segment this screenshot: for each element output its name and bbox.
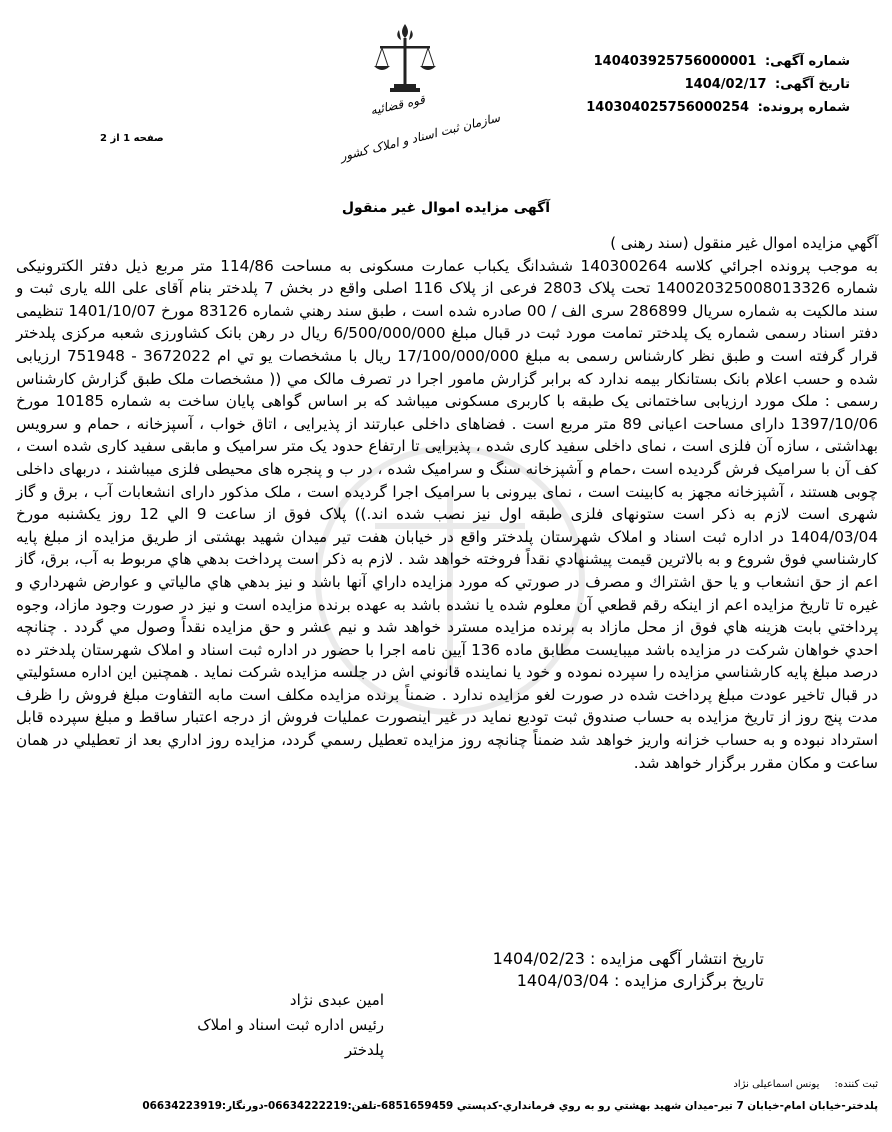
auction-date-row [493,970,764,992]
case-number-value: 140304025756000254 [586,100,750,115]
ad-number-row [490,50,850,73]
auction-date-label: تاریخ برگزاری مزایده : [614,971,764,990]
signer-city: پلدختر [344,1041,384,1059]
footer-address: پلدختر-خيابان امام-خيابان 7 تير-ميدان شهيد بهشتي رو به روي فرمانداري-كدپستي 6851659459-تلفن:06634222219-دورنگار:06634223919 [142,1100,878,1112]
writer-name: یونس اسماعیلی نژاد [733,1079,820,1090]
ad-date-value: 1404/02/17 [684,77,767,92]
notice-paragraph: به موجب پرونده اجرائي كلاسه 140300264 ششدانگ یکباب عمارت مسکونی به مساحت 114/86 متر مربع ذیل دفتر الکترونیکی شماره 140020325008013326 تحت پلاک 2803 فرعی از پلاک 116 اصلی واقع در بخش 7 پلدختر بنام آقای علی الله یاری ثبت و سند مالکیت به شماره سریال 286899 سری الف / 00 صادره شده است ، طبق سند رهني شماره 83126 مورخ 1401/10/07 تنظیمی دفتر اسناد رسمی شماره یک پلدختر تمامت مورد ثبت در قبال مبلغ 6/500/000/000 ریال در رهن بانک کشاورزی شعبه مرکزی پلدختر قرار گرفته است و طبق نظر کارشناس رسمی به مبلغ 17/100/000/000 ریال با مشخصات يو تي ام 3672022 - 751948 ارزیابی شده و حسب اعلام بانک بستانکار بیمه ندارد که برابر گزارش مامور اجرا در تصرف مالک مي (( مشخصات ملک طبق گزارش کارشناس رسمی : ملک مورد ارزیابی ساختمانی یک طبقه با کاربری مسکونی میباشد که بر اساس گواهی پایان ساخت به شماره 10185 مورخ 1397/10/06 دارای مساحت اعیانی 89 متر مربع است . فضاهای داخلی عبارتند از پذیرایی ، اتاق خواب ، آسپزخانه ، حمام و سرویس بهداشتی ، سازه آن فلزی است ، نمای داخلی سفید کاری شده ، پذیرایی تا ارتفاع حدود یک متر سرامیک و مابقی سفید کاری شده است ، کف آن با سرامیک فرش گردیده است ،حمام و آشپزخانه سنگ و سرامیک شده ، در ب و پنجره های محیطی فلزی میباشند ، دربهای داخلی چوبی هستند ، آشپزخانه مجهز به کابینت است ، نمای بیرونی با سرامیک اجرا گردیده است ، ملک مذکور دارای انشعابات آب ، برق و گاز شهری است لازم به ذکر است ستونهای فلزی طبقه اول نیز نصب شده اند.)) پلاک فوق از ساعت 9 الي 12 روز يكشنبه مورخ 1404/03/04 در اداره ثبت اسناد و املاک شهرستان پلدختر واقع در خیابان هفت تیر میدان شهید بهشتی از طريق مزايده از مبلغ پايه كارشناسي فوق شروع و به بالاترين قيمت پيشنهادي نقداً فروخته خواهد شد . لازم به ذكر است پرداخت بدهي هاي مربوط به آب، برق، گاز اعم از حق انشعاب و يا حق اشتراك و مصرف در صورتي كه مورد مزايده داراي آنها باشد و نيز بدهي هاي مالياتي و عوارض شهرداري و غيره تا تاريخ مزايده اعم از اينكه رقم قطعي آن معلوم شده يا نشده باشد به عهده برنده مزايده است و نيز در صورت وجود مازاد، وجوه پرداختي بابت هزينه هاي فوق از محل مازاد به برنده مزايده مسترد خواهد شد و نيم عشر و حق مزايده نقداً وصول مي گردد . چنانچه احدي خواهان شركت در مزايده باشد میبایست مطابق ماده 136 آيين نامه اجرا با حضور در اداره ثبت اسناد و املاک شهرستان پلدختر ده درصد مبلغ پايه كارشناسي مزايده را سپرده نموده و خود يا نماينده قانوني اش در جلسه مزايده شركت نمايد . همچنين اين اداره مسئوليتي در قبال تاخير عودت مبلغ پرداخت شده در صورت لغو مزايده ندارد . ضمناً برنده مزايده مكلف است مابه التفاوت مبلغ فروش را ظرف مدت پنج روز از تاريخ مزايده به حساب صندوق ثبت توديع نمايد در غير اينصورت عمليات فروش از درجه اعتبار ساقط و مبلغ سپرده قابل استرداد نبوده و به حساب خزانه واريز خواهد شد ضمناً چنانچه روز مزايده تعطيل رسمي گردد، مزايده روز اداري بعد از تعطيلي در همان ساعت و مكان مقرر برگزار خواهد شد. [16,256,879,772]
notice-subtitle: آگهي مزايده اموال غير منقول (سند رهنی ) [610,234,878,252]
page-number: صفحه 1 از 2 [100,133,164,144]
publish-date-row [493,948,764,970]
ad-number-value: 140403925756000001 [593,54,757,69]
signer-name: امین عبدی نژاد [289,991,384,1009]
document-title: آگهی مزایده اموال غیر منقول [341,200,551,216]
org-name-registration: سازمان ثبت اسناد و املاک کشور [338,110,502,164]
ad-date-row [490,73,850,96]
judiciary-logo [330,20,502,170]
signature-block [197,988,384,1063]
case-number-row [490,96,850,119]
footer-writer [733,1079,878,1090]
org-name-judiciary: قوه قضائیه [369,92,427,118]
signer-role: رئیس اداره ثبت اسناد و املاک [197,1016,384,1034]
writer-label: ثبت کننده: [834,1079,878,1090]
case-number-label: شماره پرونده: [757,100,850,115]
ad-number-label: شماره آگهی: [764,54,850,69]
publish-date-value: 1404/02/23 [492,949,585,968]
notice-body [16,232,878,774]
ad-meta-block [490,50,850,119]
publish-date-label: تاریخ انتشار آگهی مزایده : [589,949,764,968]
scales-of-justice-icon [370,20,440,100]
auction-date-value: 1404/03/04 [516,971,609,990]
dates-block [493,948,764,992]
ad-date-label: تاریخ آگهی: [775,77,850,92]
